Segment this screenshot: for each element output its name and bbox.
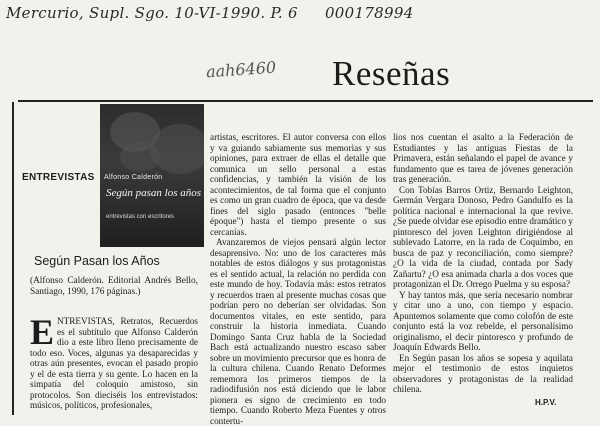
paragraph: artistas, escritores. El autor conversa con ellos y va guiando sabiamente sus memorias y sus opiniones, para extraer de ellas el detalle que comunica un sello personal a estas confidencias, y también la visión de los acontecimientos, de tal forma que el conjunto es como un gran cuadro de época, que va desde fines del siglo pasado (entonces "belle époque") hasta el tiempo presente o sus cercanías. xyxy=(210,132,386,237)
clipping-source-handwriting xyxy=(6,4,414,22)
paragraph: Con Tobías Barros Ortiz, Bernardo Leighton, Germán Vergara Donoso, Pedro Gandulfo es la política nacional e internacional la que revive. ¿Se puede olvidar ese episodio entre dramático y pintoresco del joven Leighton dirigiéndose al sublevado Latorre, en la rada de Coquimbo, en busca de paz y reconciliación, como siempre? ¿O la vida de la ciudad, contada por Sady Zañartu? ¿O esa animada charla a dos voces que protagonizan el Dr. Orrego Puelma y su esposa? xyxy=(393,184,573,289)
cover-title: Según pasan los años xyxy=(106,187,202,199)
header-rule xyxy=(18,100,593,102)
handwritten-code: aah6460 xyxy=(205,57,277,82)
paragraph: Y hay tantos más, que sería necesario nombrar y citar uno a uno, con tiempo y espacio. Apuntemos solamente que como colofón de este conjunto está la voz rebelde, el personalísimo originalismo, el decir pintoresco y profundo de Joaquín Edwards Bello. xyxy=(393,289,573,352)
cover-subtitle: entrevistas con escritores xyxy=(106,214,175,220)
cover-author: Alfonso Calderón xyxy=(104,174,163,181)
column-2 xyxy=(210,132,386,426)
paragraph: NTREVISTAS, Retratos, Recuerdos es el subtítulo que Alfonso Calderón dio a este libro lleno precisamente de todo eso. Voces, algunas ya desaparecidas y otras aún presentes, evocan el pasado propio y el de esta tierra y su gente. Lo hacen en la simpatía del coloquio amistoso, sin protocolos. Son dieciséis los entrevistados: músicos, políticos, profesionales, xyxy=(30,316,198,410)
column-1 xyxy=(30,312,198,411)
archive-id: 000178994 xyxy=(324,4,414,22)
left-rule xyxy=(12,102,14,415)
book-cover-image xyxy=(100,104,204,247)
paragraph: En Según pasan los años se sopesa y aquilata mejor el testimonio de estos inquietos observadores y protagonistas de la realidad chilena. xyxy=(393,352,573,394)
paragraph: lios nos cuentan el asalto a la Federación de Estudiantes y las antiguas Fiestas de la Primavera, están señalando el papel de avance y fundamento que es tarea de jóvenes generación tras generación. xyxy=(393,132,573,184)
signature: H.P.V. xyxy=(535,398,557,407)
source-note: Mercurio, Supl. Sgo. 10-VI-1990. P. 6 xyxy=(6,4,298,22)
book-meta: (Alfonso Calderón. Editorial Andrés Bello, Santiago, 1990, 176 páginas.) xyxy=(30,276,198,297)
section-label: ENTREVISTAS xyxy=(22,172,95,183)
drop-cap: E xyxy=(30,312,55,352)
paragraph: Avanzaremos de viejos pensará algún lector desaprensivo. No: uno de los caracteres más notables de estos diálogos y sus protagonistas es el sentido actual, la relación no perdida con este mundo de hoy. Todavía más: estos retratos y recuerdos traen al presente muchas cosas que podrían pero no deberían ser olvidadas. Son documentos vitales, en este sentido, para construir la historia inmediata. Cuando Domingo Santa Cruz habla de la Sociedad Bach está actualizando nuestro escaso saber sobre un movimiento precursor que es honra de la cultura chilena. Cuando Renato Deformes rememora los primeros tiempos de la radiodifusión nos está diciendo que le labor pionera es signo de crecimiento en todo tiempo. Cuando Roberto Meza Fuentes y otros contertu- xyxy=(210,237,386,426)
page-title: Reseñas xyxy=(332,54,451,93)
column-3 xyxy=(393,132,573,395)
book-title: Según Pasan los Años xyxy=(34,254,160,268)
